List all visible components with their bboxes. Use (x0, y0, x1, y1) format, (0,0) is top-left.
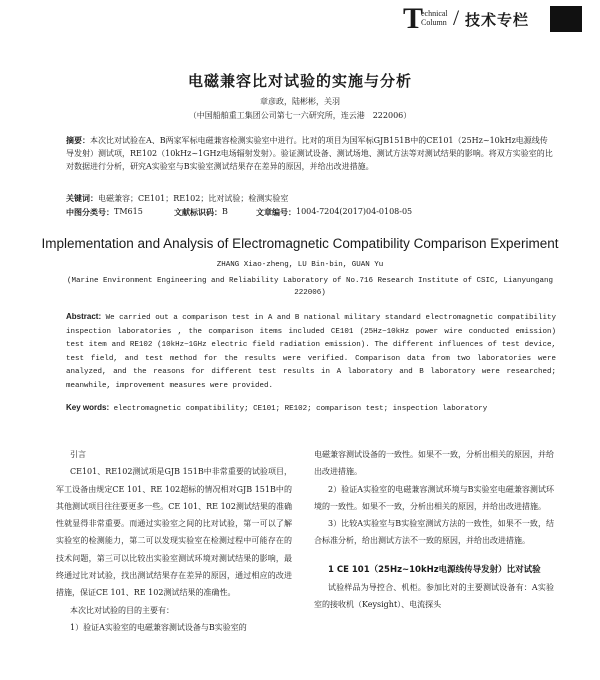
article-no-label: 文章编号： (256, 207, 296, 217)
clc-label: 中图分类号： (66, 207, 114, 217)
keywords-en-label: Key words: (66, 403, 110, 412)
affiliation-cn: （中国船舶重工集团公司第七一六研究所，连云港 222006） (188, 111, 412, 120)
purpose-item-3: 3）比较A实验室与B实验室测试方法的一致性，如果不一致，结合标准分析，给出测试方法不一致的原因，并给出改进措施。 (314, 519, 554, 546)
header-black-block (550, 6, 582, 32)
article-no-value: 1004-7204(2017)04-0108-05 (296, 207, 413, 216)
authors-cn: 章彦政，陆彬彬，关羽 (260, 97, 340, 106)
body-column-right (314, 446, 554, 614)
logo-words: echnical Column (421, 9, 448, 27)
keywords-cn (66, 193, 288, 204)
column-name: 技术专栏 (465, 11, 530, 29)
section-1-title: 1 CE 101（25Hz~10kHz电源线传导发射）比对试验 (328, 564, 541, 575)
affiliation-en: (Marine Environment Engineering and Reliability Laboratory of No.716 Research Institute of CSIC, Lianyungang 222006) (66, 277, 554, 297)
purpose-item-2: 2）验证A实验室的电磁兼容测试环境与B实验室电磁兼容测试环境的一致性。如果不一致，分析出相关的原因，并给出改进措施。 (314, 484, 554, 511)
keywords-en-text: electromagnetic compatibility; CE101; RE102; comparison test; inspection laboratory (113, 405, 488, 413)
purpose-item-1: 1）验证A实验室的电磁兼容测试设备与B实验室的 (70, 622, 247, 632)
abstract-en-label: Abstract: (66, 312, 102, 321)
column-logo (403, 2, 538, 35)
authors-en: ZHANG Xiao-zheng, LU Bin-bin, GUAN Yu (216, 261, 384, 269)
abstract-cn-text: 本次比对试验在A、B两家军标电磁兼容检测实验室中进行。比对的项目为国军标GJB151B中的CE101（25Hz~10kHz电源线传导发射）测试项，RE102（10kHz~1GHz电场辐射发射）。验证测试设备、测试场地、测试方法等对测试结果的影响。将双方实验室的比对数据进行分析，研究A实验室与B实验室测试结果存在差异的原因，并给出改进措施。 (66, 136, 553, 171)
doc-code-label: 文献标识码： (174, 207, 222, 217)
keywords-en (66, 403, 556, 413)
logo-letter: T (403, 2, 424, 35)
page-title-en: Implementation and Analysis of Electromagnetic Compatibility Comparison Experiment (41, 236, 559, 251)
page-title-cn: 电磁兼容比对试验的实施与分析 (187, 72, 412, 90)
purpose-intro: 本次比对试验的目的主要有： (70, 605, 174, 615)
abstract-en-text: We carried out a comparison test in A and B national military standard electromagnetic compatibility inspection laboratories , the comparison items included CE101 (25Hz~10kHz power wire conducted emission) test item and RE102 (10kHz~1GHz electric field radiation emission). The different influences of test device, test field, and test method for the results were verified. Comparison data from two laboratories were analyzed, and the reasons for different test results in A laboratory and B laboratory were researched; meanwhile, improvement measures were provided. (66, 314, 556, 390)
intro-paragraph: CE101、RE102测试项是GJB 151B中非常重要的试验项目，军工设备由规定CE 101、RE 102超标的情况相对GJB 151B中的其他测试项目往往要更多一些。CE 101、RE 102测试结果的准确性就显得非常重要。而通过实验室之间的比对试验，第一可以了解实验室的检测能力，第二可以发现实验室在检测过程中可能存在的技术问题，第三可以比较出实验室测试环境对测试结果的影响，最终通过比对试验，找出测试结果存在差异的原因，通过相应的改进措施，保证CE 101、RE 102测试结果的准确性。 (56, 467, 292, 598)
purpose-item-1-continued: 电磁兼容测试设备的一致性。如果不一致，分析出相关的原因，并给出改进措施。 (314, 450, 554, 477)
abstract-en (66, 310, 556, 394)
doc-code-value: B (222, 207, 228, 216)
abstract-cn-label: 摘要： (66, 135, 90, 145)
keywords-cn-text: 电磁兼容；CE101；RE102；比对试验；检测实验室 (98, 194, 289, 203)
logo-separator: / (453, 5, 460, 30)
intro-heading: 引言 (70, 450, 86, 459)
abstract-cn (66, 134, 554, 173)
body-column-left (56, 446, 292, 636)
clc-value: TM615 (114, 207, 143, 216)
section-1-text: 试验样品为导控合、机柜。参加比对的主要测试设备有：A实验室的接收机（Keysight）、电流探头 (314, 583, 554, 610)
keywords-cn-label: 关键词： (66, 193, 98, 203)
